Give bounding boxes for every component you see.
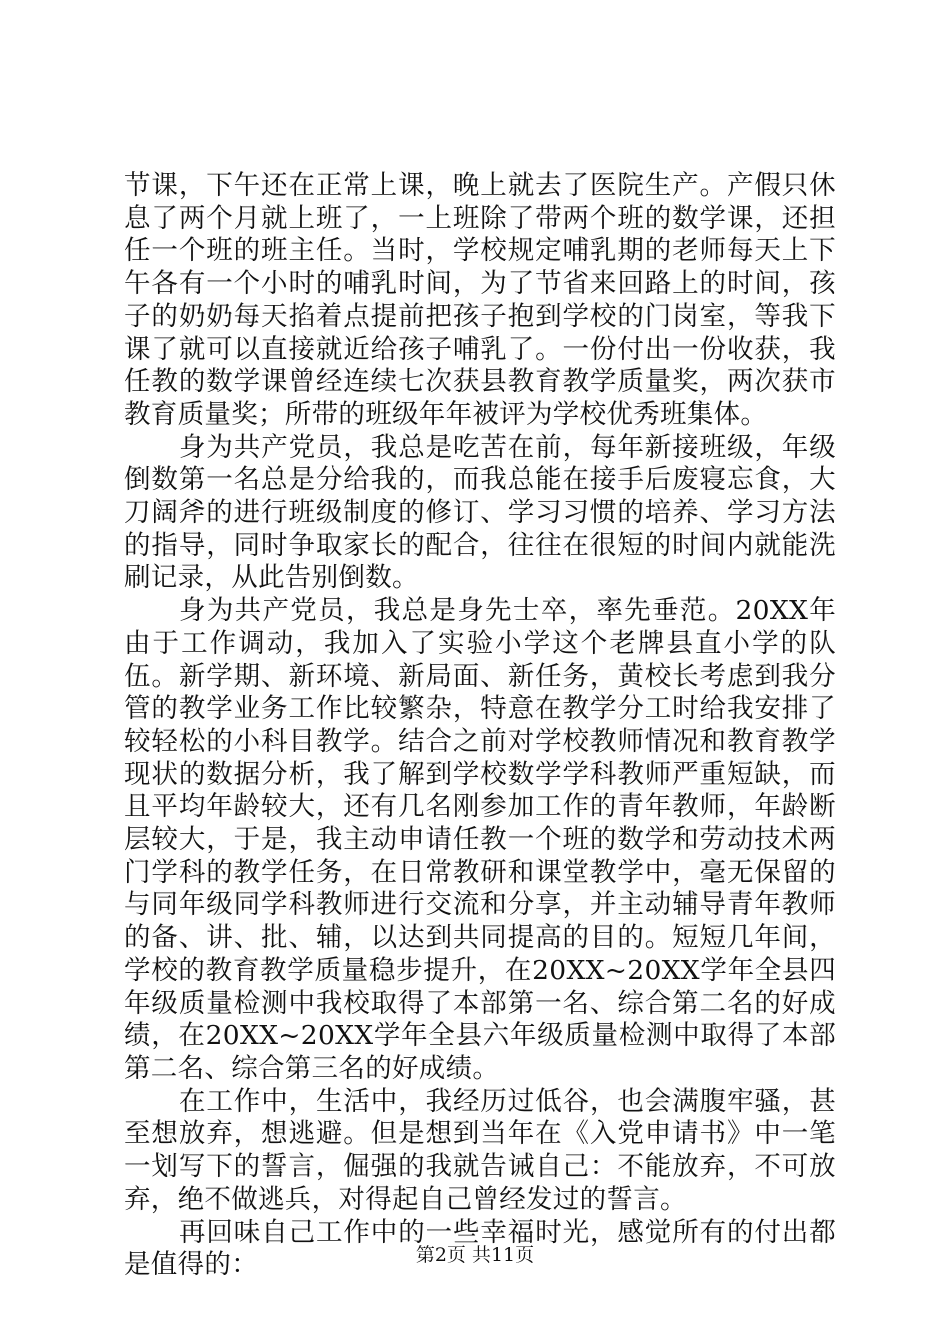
page-number: 第2页 共11页: [415, 1244, 535, 1266]
paragraph-2: 身为共产党员，我总是吃苦在前，每年新接班级，年级倒数第一名总是分给我的，而我总能在接手后废寝忘食，大刀阔斧的进行班级制度的修订、学习习惯的培养、学习方法的指导，同时争取家长的配合，往往在很短的时间内就能洗刷记录，从此告别倒数。: [124, 431, 836, 594]
document-body: [124, 170, 836, 1282]
paragraph-5: 再回味自己工作中的一些幸福时光，感觉所有的付出都是值得的：: [124, 1216, 836, 1281]
paragraph-4: 在工作中，生活中，我经历过低谷，也会满腹牢骚，甚至想放弃，想逃避。但是想到当年在《入党申请书》中一笔一划写下的誓言，倔强的我就告诫自己：不能放弃，不可放弃，绝不做逃兵，对得起自己曾经发过的誓言。: [124, 1085, 836, 1215]
paragraph-3: 身为共产党员，我总是身先士卒，率先垂范。20XX年由于工作调动，我加入了实验小学这个老牌县直小学的队伍。新学期、新环境、新局面、新任务，黄校长考虑到我分管的教学业务工作比较繁杂，特意在教学分工时给我安排了较轻松的小科目教学。结合之前对学校教师情况和教育教学现状的数据分析，我了解到学校数学学科教师严重短缺，而且平均年龄较大，还有几名刚参加工作的青年教师，年龄断层较大，于是，我主动申请任教一个班的数学和劳动技术两门学科的教学任务，在日常教研和课堂教学中，毫无保留的与同年级同学科教师进行交流和分享，并主动辅导青年教师的备、讲、批、辅，以达到共同提高的目的。短短几年间，学校的教育教学质量稳步提升，在20XX~20XX学年全县四年级质量检测中我校取得了本部第一名、综合第二名的好成绩，在20XX~20XX学年全县六年级质量检测中取得了本部第二名、综合第三名的好成绩。: [124, 595, 836, 1084]
paragraph-1: 节课，下午还在正常上课，晚上就去了医院生产。产假只休息了两个月就上班了，一上班除了带两个班的数学课，还担任一个班的班主任。当时，学校规定哺乳期的老师每天上下午各有一个小时的哺乳时间，为了节省来回路上的时间，孩子的奶奶每天掐着点提前把孩子抱到学校的门岗室，等我下课了就可以直接就近给孩子哺乳了。一份付出一份收获，我任教的数学课曾经连续七次获县教育教学质量奖，两次获市教育质量奖；所带的班级年年被评为学校优秀班集体。: [124, 170, 836, 430]
